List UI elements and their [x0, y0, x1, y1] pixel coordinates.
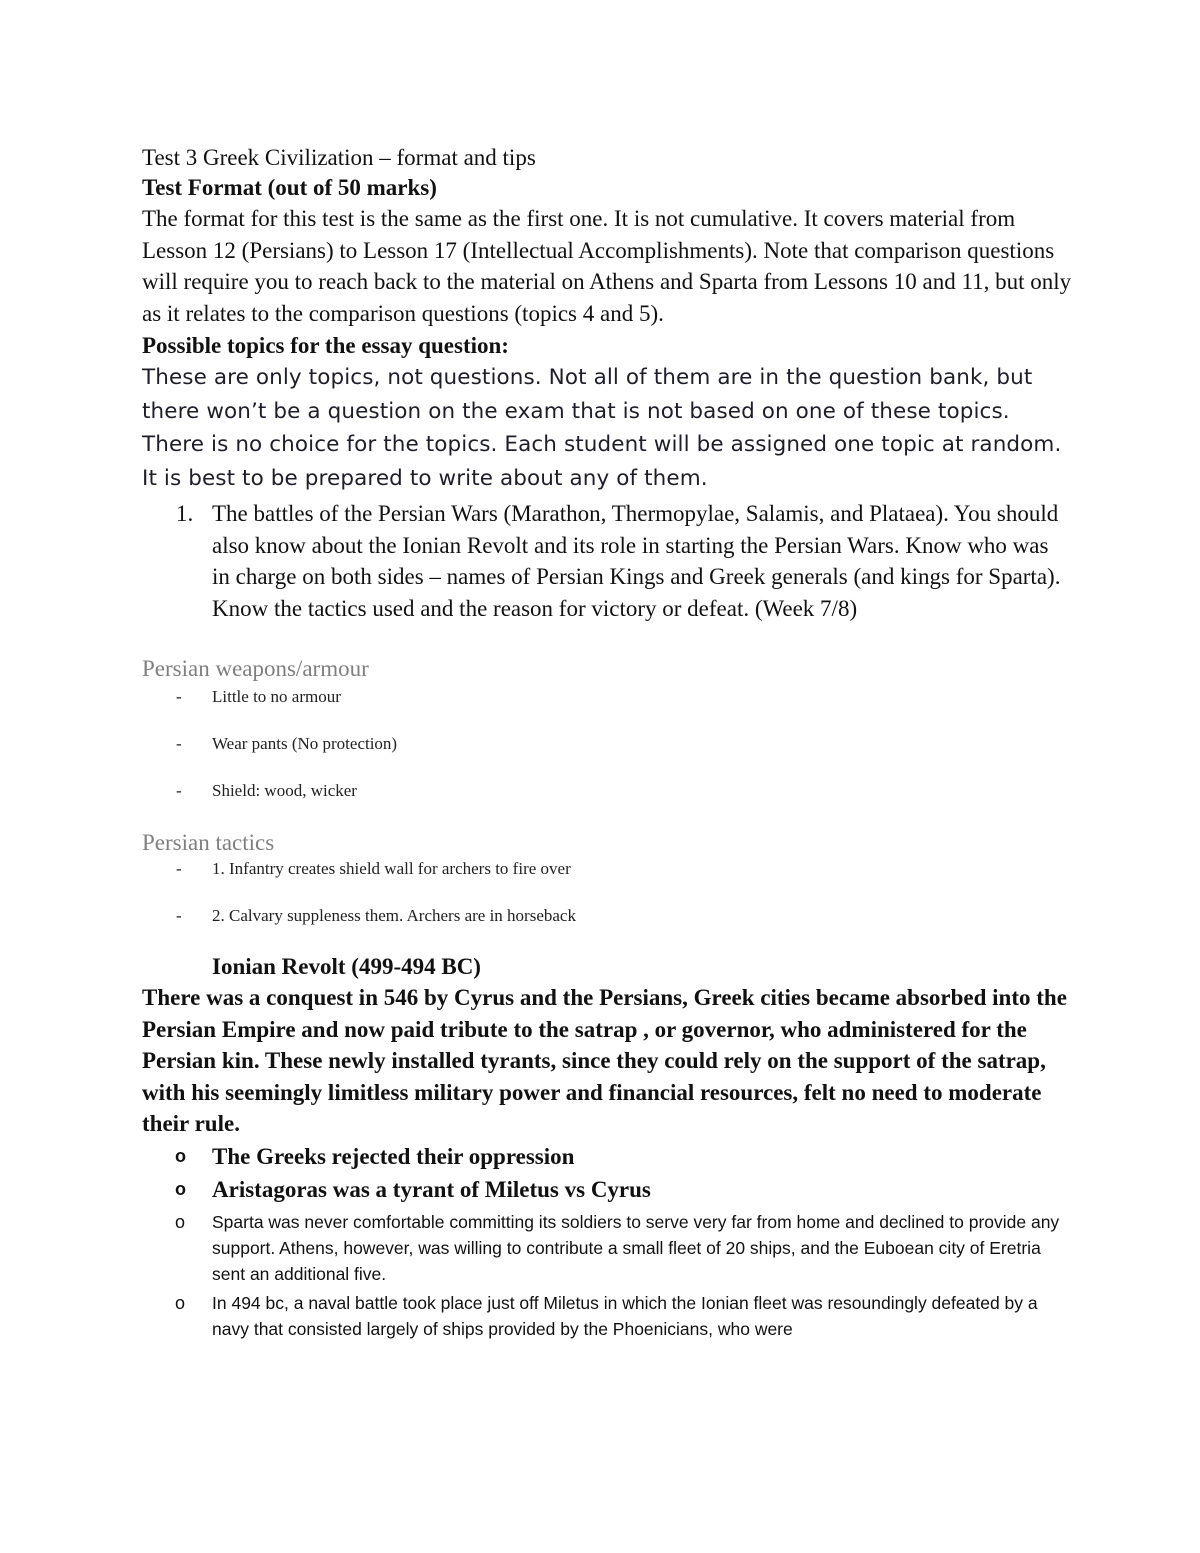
list-item-text: In 494 bc, a naval battle took place just off Miletus in which the Ionian fleet was resoundingly defeated by a navy that consisted largely of ships provided by the Phoenicians, who were [212, 1292, 1038, 1339]
list-item-text: Little to no armour [212, 687, 341, 706]
list-item-text: Wear pants (No protection) [212, 734, 398, 753]
dash-bullet: - [176, 859, 182, 878]
persian-weapons-list [142, 686, 1072, 802]
topic-number: 1. [176, 501, 194, 526]
topic-text: The battles of the Persian Wars (Marathon, Thermopylae, Salamis, and Plataea). You should also know about the Ionian Revolt and its role in starting the Persian Wars. Know who was in charge on both sides – names of Persian Kings and Greek generals (and kings for Sparta). Know the tactics used and the reason for victory or defeat. (Week 7/8) [212, 501, 1061, 621]
circle-bullet: o [175, 1211, 186, 1232]
ionian-revolt-heading: Ionian Revolt (499-494 BC) [212, 954, 481, 979]
list-item [142, 858, 1072, 880]
document-title: Test 3 Greek Civilization – format and tips [142, 145, 536, 170]
list-item [142, 1209, 1072, 1287]
persian-tactics-section [142, 828, 1072, 927]
dash-bullet: - [176, 734, 182, 753]
persian-weapons-section [142, 654, 1072, 802]
list-item [142, 780, 1072, 802]
ionian-revolt-text: There was a conquest in 546 by Cyrus and the Persians, Greek cities became absorbed into the Persian Empire and now paid tribute to the satrap , or governor, who administered for the Persian kin. These newly installed tyrants, since they could rely on the support of the satrap, with his seemingly limitless military power and financial resources, felt no need to moderate their rule. [142, 985, 1067, 1136]
topic-item-1 [142, 498, 1072, 624]
list-item-text: Sparta was never comfortable committing its soldiers to serve very far from home and declined to provide any support. Athens, however, was willing to contribute a small fleet of 20 ships, and the Euboean city of Eretria sent an additional five. [212, 1211, 1060, 1284]
persian-tactics-list [142, 858, 1072, 927]
topics-note: These are only topics, not questions. Not all of them are in the question bank, but there won’t be a question on the exam that is not based on one of these topics. There is no choice for the topics. Each student will be assigned one topic at random. It is best to be prepared to write about any of them. [142, 365, 1062, 491]
list-item [142, 1140, 1072, 1173]
list-item-text: Aristagoras was a tyrant of Miletus vs Cyrus [212, 1176, 651, 1202]
list-item [142, 1173, 1072, 1206]
list-item-text: 2. Calvary suppleness them. Archers are in horseback [212, 906, 576, 925]
ionian-points-list [142, 1140, 1072, 1342]
persian-weapons-heading: Persian weapons/armour [142, 656, 369, 681]
circle-bullet: o [175, 1178, 186, 1199]
list-item [142, 905, 1072, 927]
test-format-heading: Test Format (out of 50 marks) [142, 175, 437, 200]
test-format-text: The format for this test is the same as the first one. It is not cumulative. It covers material from Lesson 12 (Persians) to Lesson 17 (Intellectual Accomplishments). Note that comparison questions will require you to reach back to the material on Athens and Sparta from Lessons 10 and 11, but only as it relates to the comparison questions (topics 4 and 5). [142, 206, 1072, 326]
dash-bullet: - [176, 781, 182, 800]
list-item [142, 686, 1072, 708]
list-item [142, 733, 1072, 755]
dash-bullet: - [176, 906, 182, 925]
circle-bullet: o [175, 1145, 186, 1166]
list-item [142, 1290, 1072, 1342]
list-item-text: Shield: wood, wicker [212, 781, 357, 800]
persian-tactics-heading: Persian tactics [142, 830, 275, 855]
list-item-text: The Greeks rejected their oppression [212, 1143, 575, 1169]
circle-bullet: o [175, 1292, 186, 1313]
document-page [142, 143, 1072, 1342]
topics-heading: Possible topics for the essay question: [142, 333, 509, 358]
dash-bullet: - [176, 687, 182, 706]
list-item-text: 1. Infantry creates shield wall for archers to fire over [212, 859, 571, 878]
ionian-revolt-section [142, 951, 1072, 1342]
